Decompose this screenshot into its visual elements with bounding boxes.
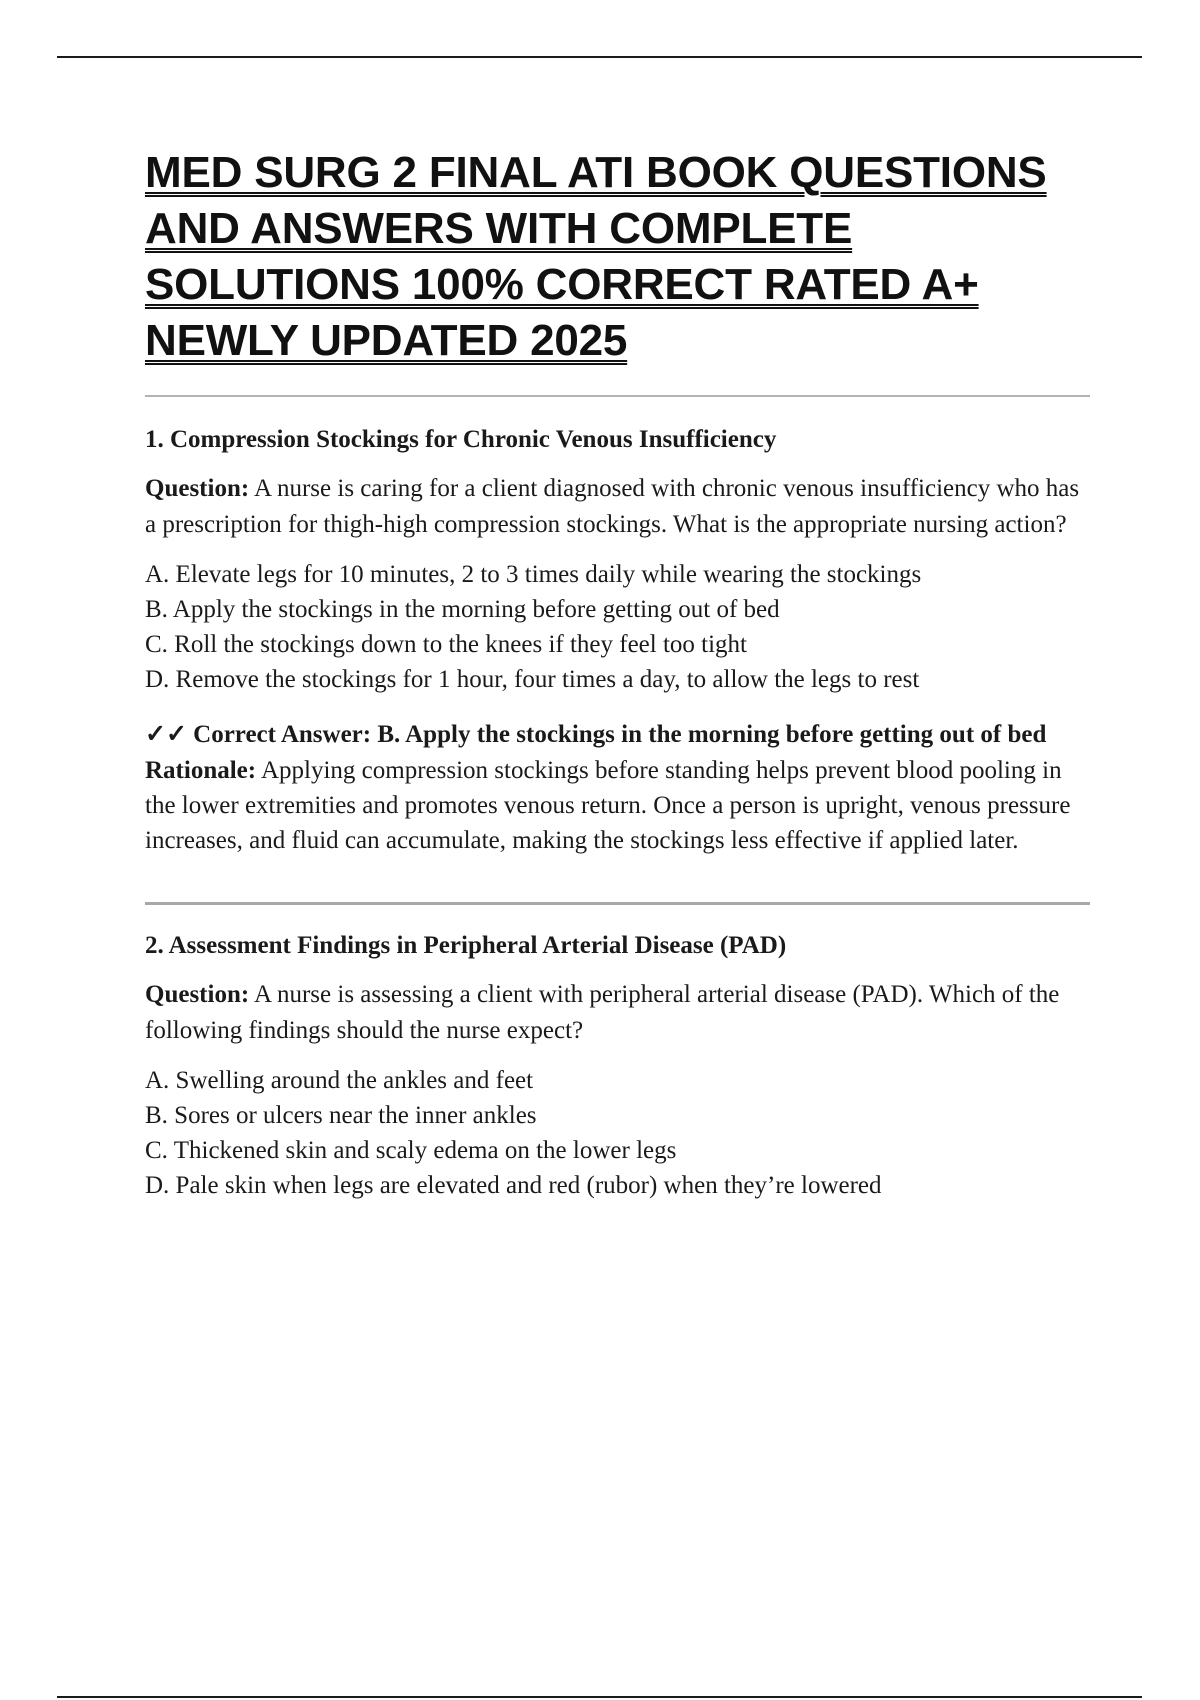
question-body: A nurse is assessing a client with peripheral arterial disease (PAD). Which of the following findings should the nurse expect? xyxy=(145,981,1060,1044)
rationale-label: Rationale: xyxy=(145,757,257,784)
section-heading: 1. Compression Stockings for Chronic Venous Insufficiency xyxy=(145,426,777,453)
answer-options xyxy=(145,1063,1090,1203)
option-d: D. Remove the stockings for 1 hour, four times a day, to allow the legs to rest xyxy=(145,666,920,693)
question-label: Question: xyxy=(145,981,250,1008)
question-text xyxy=(145,471,1090,543)
option-b: B. Apply the stockings in the morning before getting out of bed xyxy=(145,596,780,623)
question-label: Question: xyxy=(145,475,250,502)
option-c: C. Thickened skin and scaly edema on the lower legs xyxy=(145,1137,677,1164)
option-c: C. Roll the stockings down to the knees if they feel too tight xyxy=(145,631,748,658)
rationale-body: Applying compression stockings before standing helps prevent blood pooling in the lower extremities and promotes venous return. Once a person is upright, venous pressure increases, and fluid can accumulate, making the stockings less effective if applied later. xyxy=(145,757,1071,854)
correct-answer: ✓✓ Correct Answer: B. Apply the stockings in the morning before getting out of bed xyxy=(145,721,1047,748)
title-divider xyxy=(145,395,1090,397)
question-section-2 xyxy=(145,929,1090,1203)
option-a: A. Swelling around the ankles and feet xyxy=(145,1067,534,1094)
question-text xyxy=(145,977,1090,1049)
section-heading: 2. Assessment Findings in Peripheral Arterial Disease (PAD) xyxy=(145,932,787,959)
section-divider xyxy=(145,902,1090,905)
document-title: MED SURG 2 FINAL ATI BOOK QUESTIONS AND ANSWERS WITH COMPLETE SOLUTIONS 100% CORRECT RATED A+ NEWLY UPDATED 2025 xyxy=(145,148,1047,365)
page-content xyxy=(145,145,1090,1203)
rationale xyxy=(145,753,1090,858)
answer-options xyxy=(145,557,1090,697)
page-bottom-rule xyxy=(57,1696,1142,1698)
option-d: D. Pale skin when legs are elevated and red (rubor) when they’re lowered xyxy=(145,1172,882,1199)
page-top-rule xyxy=(57,56,1142,58)
option-a: A. Elevate legs for 10 minutes, 2 to 3 times daily while wearing the stockings xyxy=(145,561,922,588)
option-b: B. Sores or ulcers near the inner ankles xyxy=(145,1102,537,1129)
question-section-1 xyxy=(145,423,1090,858)
question-body: A nurse is caring for a client diagnosed with chronic venous insufficiency who has a prescription for thigh-high compression stockings. What is the appropriate nursing action? xyxy=(145,475,1080,538)
